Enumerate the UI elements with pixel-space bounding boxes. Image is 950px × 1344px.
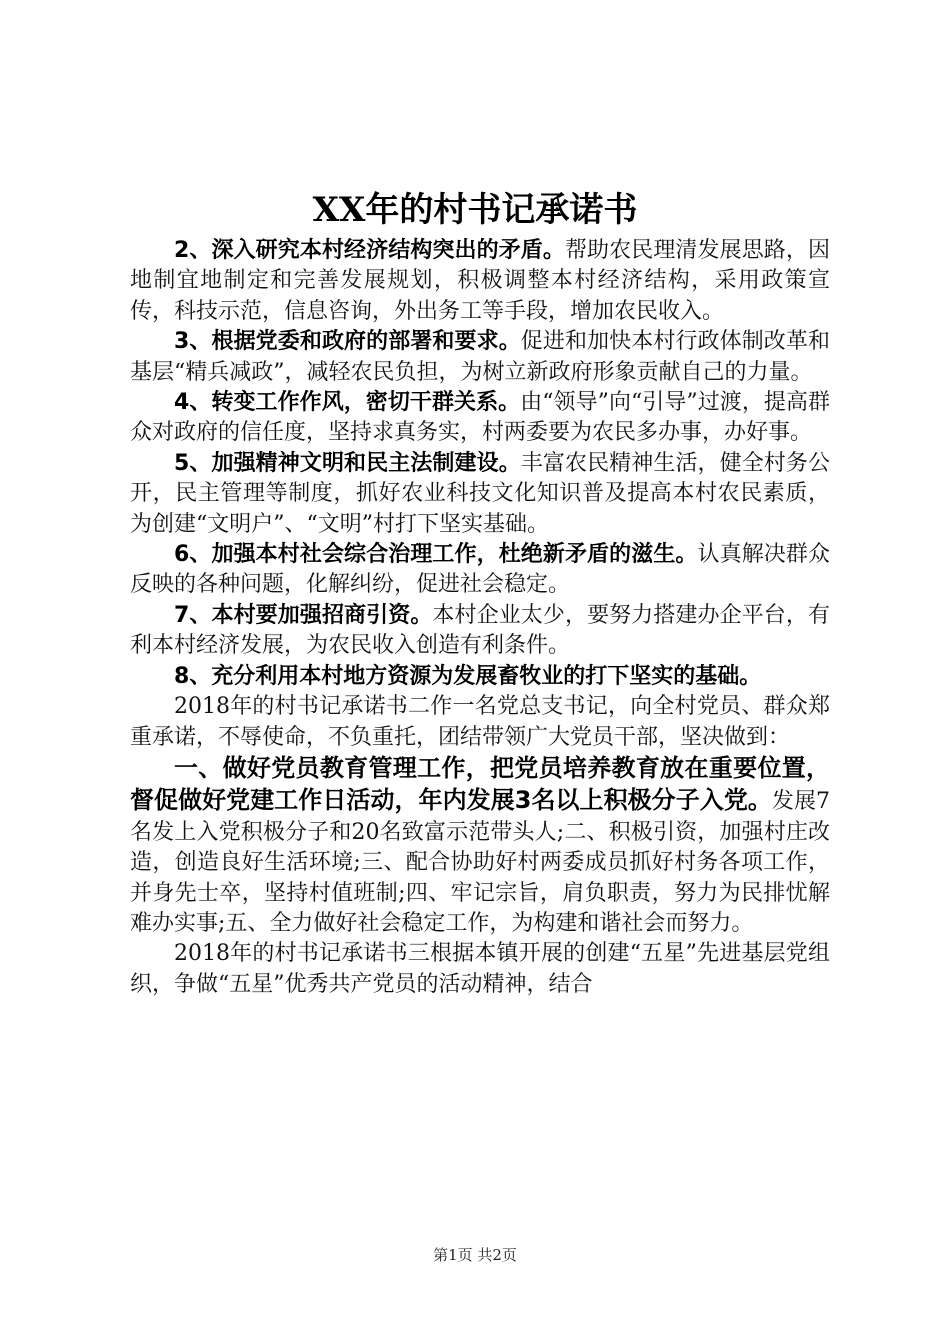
paragraph-pledge-two xyxy=(130,692,830,753)
paragraph-text: 本村企业太少，要努力搭建办企平台，有利本村经济发展，为农民收入创造有利条件。 xyxy=(130,602,830,659)
paragraph-text: 由“领导”向“引导”过渡，提高群众对政府的信任度，坚持求真务实，村两委要为农民多办事，办好事。 xyxy=(130,390,830,446)
paragraph-8 xyxy=(130,662,830,692)
paragraph-3 xyxy=(130,327,830,388)
paragraph-text: 发展7名发上入党积极分子和20名致富示范带头人;二、积极引资，加强村庄改造，创造良好生活环境;三、配合协助好村两委成员抓好村务各项工作，并身先士卒，坚持村值班制;四、牢记宗旨，肩负职责，努力为民排忧解难办实事;五、全力做好社会稳定工作，为构建和谐社会而努力。 xyxy=(130,789,830,936)
paragraph-heading: 5、加强精神文明和民主法制建设。 xyxy=(174,450,521,476)
document-body xyxy=(130,236,830,1000)
document-title: XX年的村书记承诺书 xyxy=(312,190,638,230)
paragraph-party-education xyxy=(130,753,830,939)
paragraph-text: 认真解决群众反映的各种问题，化解纠纷，促进社会稳定。 xyxy=(130,542,830,598)
paragraph-7 xyxy=(130,601,830,662)
paragraph-5 xyxy=(130,449,830,540)
paragraph-text: 丰富农民精神生活，健全村务公开，民主管理等制度，抓好农业科技文化知识普及提高本村农民素质，为创建“文明户”、“文明”村打下坚实基础。 xyxy=(130,450,830,537)
paragraph-pledge-three xyxy=(130,939,830,1000)
paragraph-text: 帮助农民理清发展思路，因地制宜地制定和完善发展规划，积极调整本村经济结构，采用政策宣传，科技示范，信息咨询，外出务工等手段，增加农民收入。 xyxy=(130,238,830,324)
paragraph-text: 2018年的村书记承诺书二作一名党总支书记，向全村党员、群众郑重承诺，不辱使命，不负重托，团结带领广大党员干部，坚决做到： xyxy=(130,694,830,750)
paragraph-4 xyxy=(130,388,830,449)
paragraph-heading: 一、做好党员教育管理工作，把党员培养教育放在重要位置，督促做好党建工作日活动，年内发展3名以上积极分子入党。 xyxy=(130,753,830,815)
paragraph-6 xyxy=(130,540,830,601)
paragraph-heading: 4、转变工作作风，密切干群关系。 xyxy=(174,390,521,416)
paragraph-heading: 2、深入研究本村经济结构突出的矛盾。 xyxy=(174,238,565,263)
paragraph-text: 2018年的村书记承诺书三根据本镇开展的创建“五星”先进基层党组织，争做“五星”优秀共产党员的活动精神，结合 xyxy=(130,941,830,997)
paragraph-heading: 3、根据党委和政府的部署和要求。 xyxy=(174,329,521,355)
paragraph-heading: 8、充分利用本村地方资源为发展畜牧业的打下坚实的基础。 xyxy=(174,663,762,689)
paragraph-heading: 7、本村要加强招商引资。 xyxy=(174,602,433,628)
page-number-footer: 第1页 共2页 xyxy=(433,1246,517,1264)
paragraph-text: 促进和加快本村行政体制改革和基层“精兵减政”，减轻农民负担，为树立新政府形象贡献自己的力量。 xyxy=(130,329,830,385)
paragraph-2 xyxy=(130,236,830,327)
paragraph-heading: 6、加强本村社会综合治理工作，杜绝新矛盾的滋生。 xyxy=(174,542,698,568)
